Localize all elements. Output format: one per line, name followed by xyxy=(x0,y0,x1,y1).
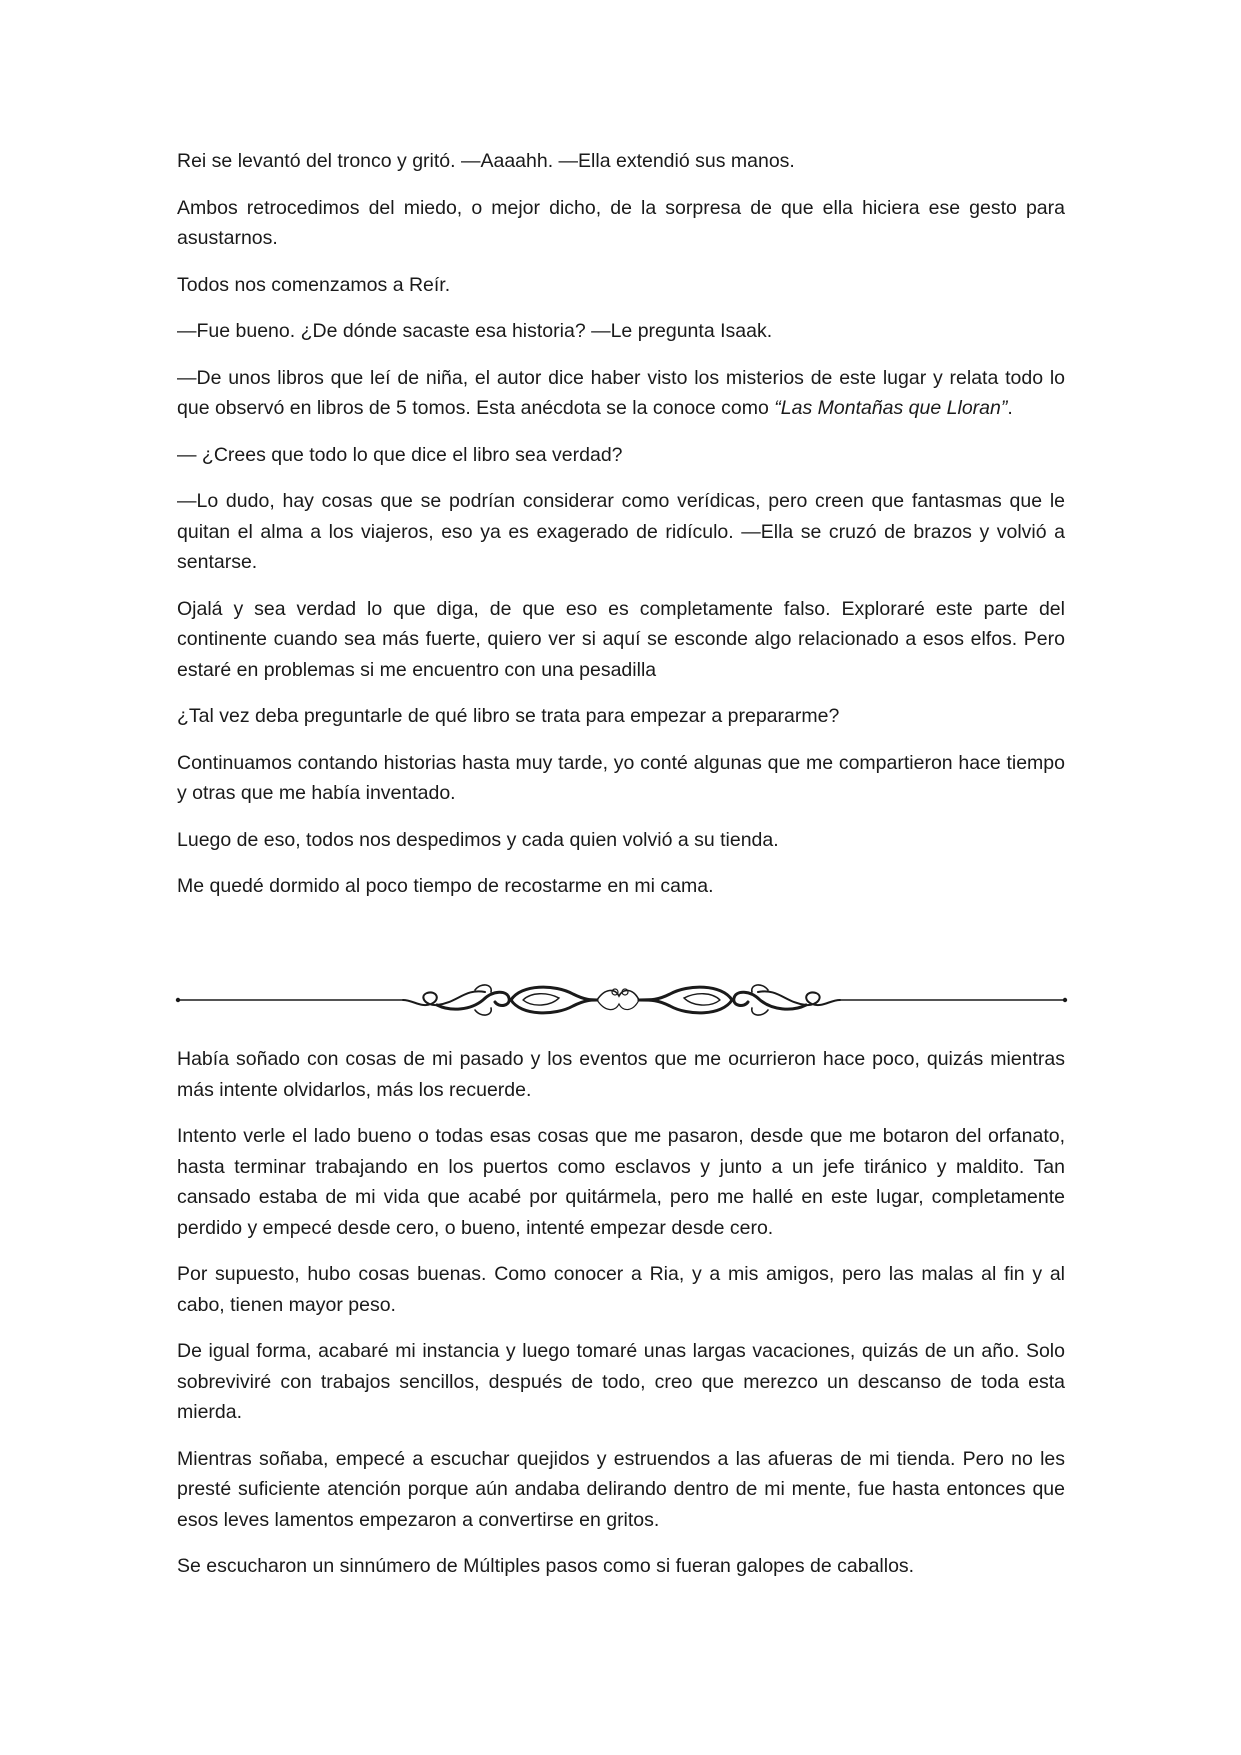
paragraph: — ¿Crees que todo lo que dice el libro sea verdad? xyxy=(177,443,623,466)
text-section-1 xyxy=(177,146,1065,918)
book-title-italic: “Las Montañas que Lloran” xyxy=(774,397,1008,419)
paragraph: De igual forma, acabaré mi instancia y luego tomaré unas largas vacaciones, quizás de un año. Solo sobreviviré con trabajos sencillos, después de todo, creo que merezco un descanso de toda esta mierda. xyxy=(177,1340,1065,1423)
paragraph: Continuamos contando historias hasta muy tarde, yo conté algunas que me compartieron hace tiempo y otras que me había inventado. xyxy=(177,751,1065,804)
paragraph: Luego de eso, todos nos despedimos y cada quien volvió a su tienda. xyxy=(177,828,779,851)
paragraph: Ambos retrocedimos del miedo, o mejor dicho, de la sorpresa de que ella hiciera ese gesto para asustarnos. xyxy=(177,196,1065,249)
text-section-2 xyxy=(177,1044,1065,1598)
paragraph: Se escucharon un sinnúmero de Múltiples pasos como si fueran galopes de caballos. xyxy=(177,1555,915,1577)
paragraph: Me quedé dormido al poco tiempo de recostarme en mi cama. xyxy=(177,875,714,897)
paragraph: Mientras soñaba, empecé a escuchar quejidos y estruendos a las afueras de mi tienda. Pero no les presté suficiente atención porque aún andaba delirando dentro de mi mente, fue hasta entonces que esos leves lamentos empezaron a convertirse en gritos. xyxy=(177,1447,1065,1531)
paragraph: —Lo dudo, hay cosas que se podrían considerar como verídicas, pero creen que fantasmas que le quitan el alma a los viajeros, eso ya es exagerado de ridículo. —Ella se cruzó de brazos y volvió a sentarse. xyxy=(177,490,1065,573)
paragraph: ¿Tal vez deba preguntarle de qué libro se trata para empezar a prepararme? xyxy=(177,705,840,727)
paragraph: Intento verle el lado bueno o todas esas cosas que me pasaron, desde que me botaron del orfanato, hasta terminar trabajando en los puertos como esclavos y junto a un jefe tiránico y maldito. Tan cansado estaba de mi vida que acabé por quitármela, pero me hallé en este lugar, completamente perdido y empecé desde cero, o bueno, intenté empezar desde cero. xyxy=(177,1125,1065,1239)
paragraph-end: . xyxy=(1007,397,1013,419)
ornamental-scroll-divider-icon xyxy=(175,978,1068,1022)
paragraph-text: —De unos libros que leí de niña, el autor dice haber visto los misterios de este lugar y relata todo lo que observó en libros de 5 tomos. Esta anécdota se la conoce como xyxy=(177,366,1065,419)
paragraph: Todos nos comenzamos a Reír. xyxy=(177,273,451,296)
paragraph: —Fue bueno. ¿De dónde sacaste esa historia? —Le pregunta Isaak. xyxy=(177,320,773,342)
paragraph: Ojalá y sea verdad lo que diga, de que eso es completamente falso. Exploraré este parte del continente cuando sea más fuerte, quiero ver si aquí se esconde algo relacionado a esos elfos. Pero estaré en problemas si me encuentro con una pesadilla xyxy=(177,597,1065,681)
paragraph xyxy=(177,363,1065,424)
paragraph: Había soñado con cosas de mi pasado y los eventos que me ocurrieron hace poco, quizás mientras más intente olvidarlos, más los recuerde. xyxy=(177,1048,1065,1101)
paragraph: Por supuesto, hubo cosas buenas. Como conocer a Ria, y a mis amigos, pero las malas al fin y al cabo, tienen mayor peso. xyxy=(177,1263,1065,1316)
paragraph: Rei se levantó del tronco y gritó. —Aaaahh. —Ella extendió sus manos. xyxy=(177,150,795,172)
